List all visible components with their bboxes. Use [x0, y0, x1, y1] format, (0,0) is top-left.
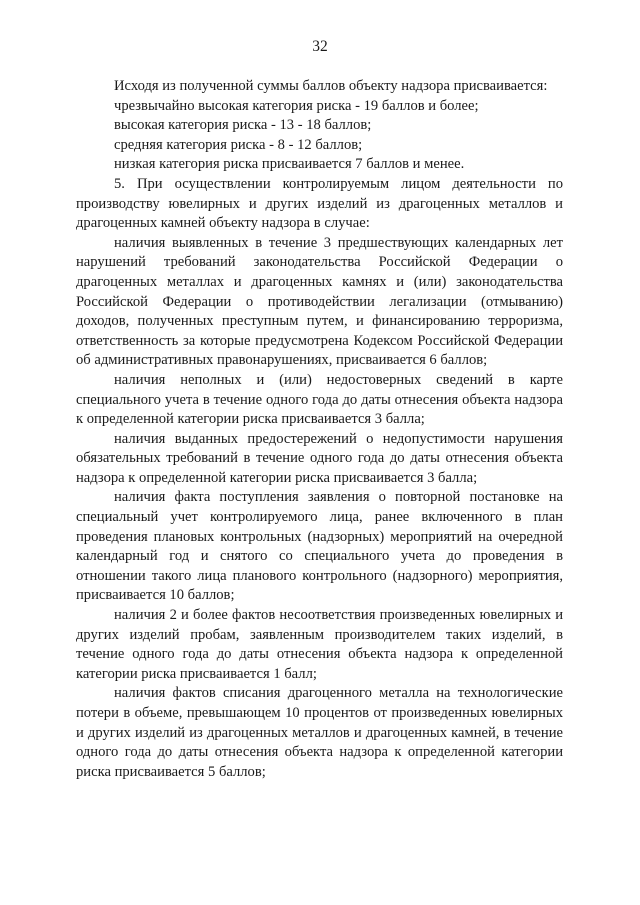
document-body: [76, 77, 563, 782]
paragraph-violations-6-points: наличия выявленных в течение 3 предшествующих календарных лет нарушений требований законодательства Российской Федерации о драгоценных металлах и драгоценных камнях и (или) законодательства Российской Федерации о противодействии легализации (отмыванию) доходов, полученных преступным путем, и финансированию терроризма, ответственность за которые предусмотрена Кодексом Российской Федерации об административных правонарушениях, присваивается 6 баллов;: [76, 234, 563, 369]
paragraph-re-registration-10-points: наличия факта поступления заявления о повторной постановке на специальный учет контролируемого лица, ранее включенного в план проведения плановых контрольных (надзорных) мероприятий на очередной календарный год и снятого со специального учета до проведения в отношении такого лица планового контрольного (надзорного) мероприятия, присваивается 10 баллов;: [76, 489, 563, 604]
paragraph-low-risk: низкая категория риска присваивается 7 баллов и менее.: [114, 156, 465, 173]
paragraph-warnings-3-points: наличия выданных предостережений о недопустимости нарушения обязательных требований в течение одного года до даты отнесения объекта надзора к определенной категории риска присваивается 3 балла;: [76, 430, 563, 486]
page-number: 32: [312, 38, 328, 55]
paragraph-write-off-5-points: наличия фактов списания драгоценного металла на технологические потери в объеме, превышающем 10 процентов от произведенных ювелирных и других изделий из драгоценных металлов и драгоценных камней, в течение одного года до даты отнесения объекта надзора к определенной категории риска присваивается 5 баллов;: [76, 685, 563, 780]
paragraph-item-5-intro: 5. При осуществлении контролируемым лицом деятельности по производству ювелирных и других изделий из драгоценных металлов и драгоценных камней объекту надзора в случае:: [76, 175, 563, 232]
paragraph-incomplete-data-3-points: наличия неполных и (или) недостоверных сведений в карте специального учета в течение одного года до даты отнесения объекта надзора к определенной категории риска присваивается 3 балла;: [76, 371, 563, 428]
paragraph-hallmark-mismatch-1-point: наличия 2 и более фактов несоответствия произведенных ювелирных и других изделий пробам, заявленным производителем таких изделий, в течение одного года до даты отнесения объекта надзора к определенной категории риска присваивается 1 балл;: [76, 607, 563, 682]
paragraph-high-risk: высокая категория риска - 13 - 18 баллов;: [114, 117, 372, 134]
paragraph-medium-risk: средняя категория риска - 8 - 12 баллов;: [114, 136, 363, 153]
paragraph-extremely-high-risk: чрезвычайно высокая категория риска - 19 баллов и более;: [114, 97, 479, 114]
paragraph-score-intro: Исходя из полученной суммы баллов объекту надзора присваивается:: [114, 78, 548, 94]
